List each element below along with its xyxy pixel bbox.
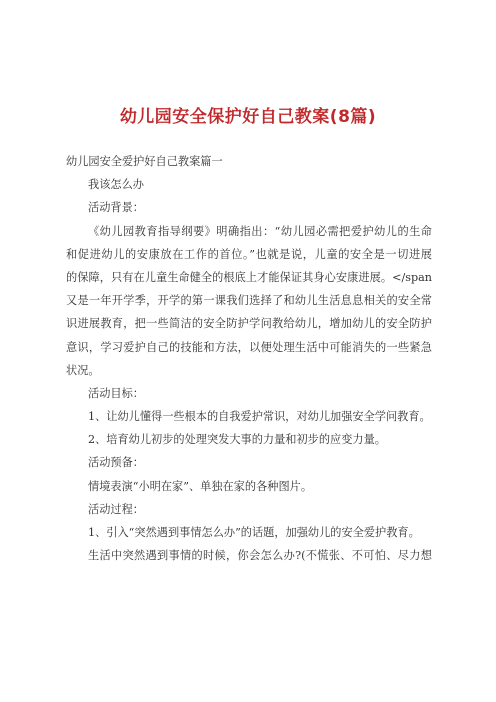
goal-item: 1、让幼儿懂得一些根本的自我爱护常识，对幼儿加强安全学问教育。 bbox=[88, 410, 431, 424]
paragraph-line: 状况。 bbox=[66, 363, 100, 377]
paragraph-line: 的保障，只有在儿童生命健全的根底上才能保证其身心安康进展。</span bbox=[66, 270, 432, 284]
subheading-preparation: 活动预备： bbox=[88, 456, 144, 470]
goal-item: 2、培育幼儿初步的处理突发大事的力量和初步的应变力量。 bbox=[88, 433, 386, 447]
paragraph-line: 识进展教育，把一些简洁的安全防护学问教给幼儿，增加幼儿的安全防护 bbox=[66, 317, 432, 331]
paragraph-line: 意识，学习爱护自己的技能和方法，以便处理生活中可能消失的一些紧急 bbox=[66, 340, 432, 354]
document-body bbox=[66, 150, 432, 567]
subheading-goals: 活动目标： bbox=[88, 386, 144, 400]
subheading-process: 活动过程： bbox=[88, 502, 144, 516]
section-heading: 幼儿园安全爱护好自己教案篇一 bbox=[66, 155, 223, 168]
lesson-title: 我该怎么办 bbox=[88, 178, 144, 192]
paragraph-line: 生活中突然遇到事情的时候，你会怎么办?(不慌张、不可怕、尽力想 bbox=[88, 549, 432, 563]
paragraph-line: 和促进幼儿的安康放在工作的首位。”也就是说，儿童的安全是一切进展 bbox=[66, 247, 432, 261]
subheading-background: 活动背景： bbox=[88, 201, 144, 215]
preparation-item: 情境表演“小明在家”、单独在家的各种图片。 bbox=[88, 479, 313, 493]
paragraph-line: 《幼儿园教育指导纲要》明确指出：“幼儿园必需把爱护幼儿的生命 bbox=[88, 224, 432, 238]
document-title: 幼儿园安全保护好自己教案(8篇) bbox=[119, 107, 377, 127]
process-item: 1、引入“突然遇到事情怎么办”的话题，加强幼儿的安全爱护教育。 bbox=[88, 526, 420, 539]
paragraph-line: 又是一年开学季，开学的第一课我们选择了和幼儿生活息息相关的安全常 bbox=[66, 294, 432, 308]
